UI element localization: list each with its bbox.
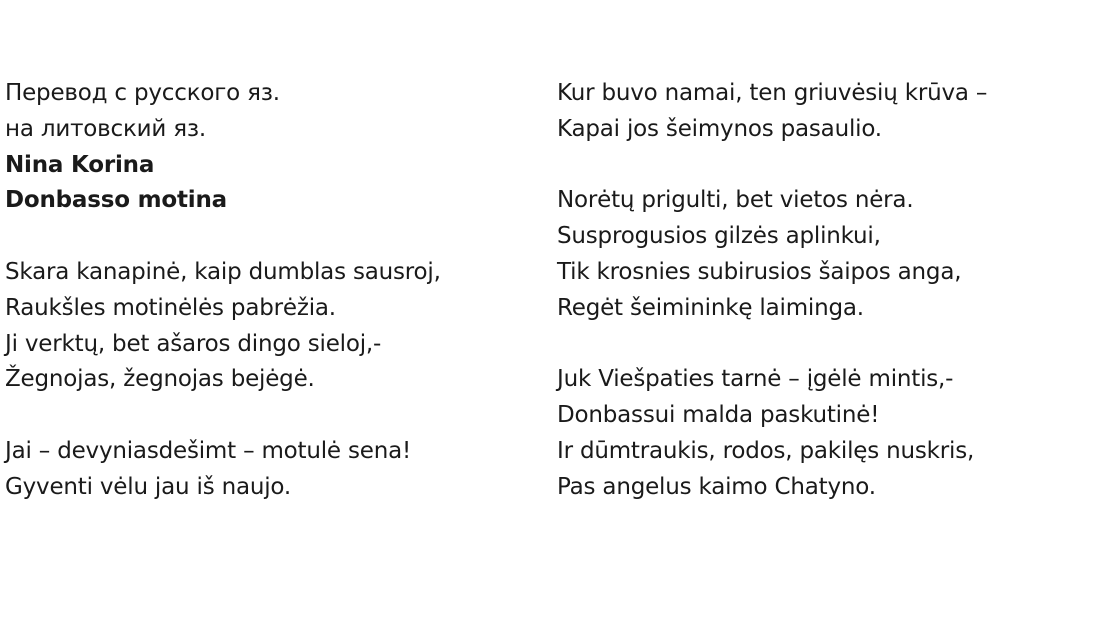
stanza-gap bbox=[5, 219, 525, 255]
stanza-gap bbox=[557, 148, 1087, 184]
stanza-gap bbox=[557, 327, 1087, 363]
verse-line: Skara kanapinė, kaip dumblas sausroj, bbox=[5, 258, 441, 285]
verse-line: Kur buvo namai, ten griuvėsių krūva – bbox=[557, 80, 988, 106]
verse-line: Juk Viešpaties tarnė – įgėlė mintis,- bbox=[557, 366, 954, 393]
stanza-1 bbox=[5, 255, 525, 398]
author-name: Nina Korina bbox=[5, 151, 155, 178]
stanza-2 bbox=[5, 434, 525, 506]
translation-note-line-1: Перевод с русского яз. bbox=[5, 80, 280, 106]
verse-line: Jai – devyniasdešimt – motulė sena! bbox=[5, 437, 412, 464]
poem-title: Donbasso motina bbox=[5, 187, 227, 214]
stanza-4 bbox=[557, 362, 1087, 505]
verse-line: Žegnojas, žegnojas bejėgė. bbox=[5, 366, 315, 393]
verse-line: Gyventi vėlu jau iš naujo. bbox=[5, 473, 292, 500]
verse-line: Tik krosnies subirusios šaipos anga, bbox=[557, 258, 962, 285]
verse-line: Pas angelus kaimo Chatyno. bbox=[557, 473, 876, 500]
verse-line: Norėtų prigulti, bet vietos nėra. bbox=[557, 187, 914, 214]
verse-line: Susprogusios gilzės aplinkui, bbox=[557, 223, 881, 250]
stanza-2-continued bbox=[557, 76, 1087, 148]
verse-line: Donbassui malda paskutinė! bbox=[557, 402, 880, 429]
verse-line: Raukšles motinėlės pabrėžia. bbox=[5, 294, 336, 321]
stanza-3 bbox=[557, 183, 1087, 326]
verse-line: Ir dūmtraukis, rodos, pakilęs nuskris, bbox=[557, 437, 975, 464]
right-column bbox=[557, 76, 1087, 506]
stanza-gap bbox=[5, 398, 525, 434]
verse-line: Regėt šeimininkę laiminga. bbox=[557, 294, 864, 321]
verse-line: Kapai jos šeimynos pasaulio. bbox=[557, 115, 882, 142]
verse-line: Ji verktų, bet ašaros dingo sieloj,- bbox=[5, 330, 382, 357]
translation-note-line-2: на литовский яз. bbox=[5, 115, 207, 142]
left-column bbox=[5, 76, 525, 506]
